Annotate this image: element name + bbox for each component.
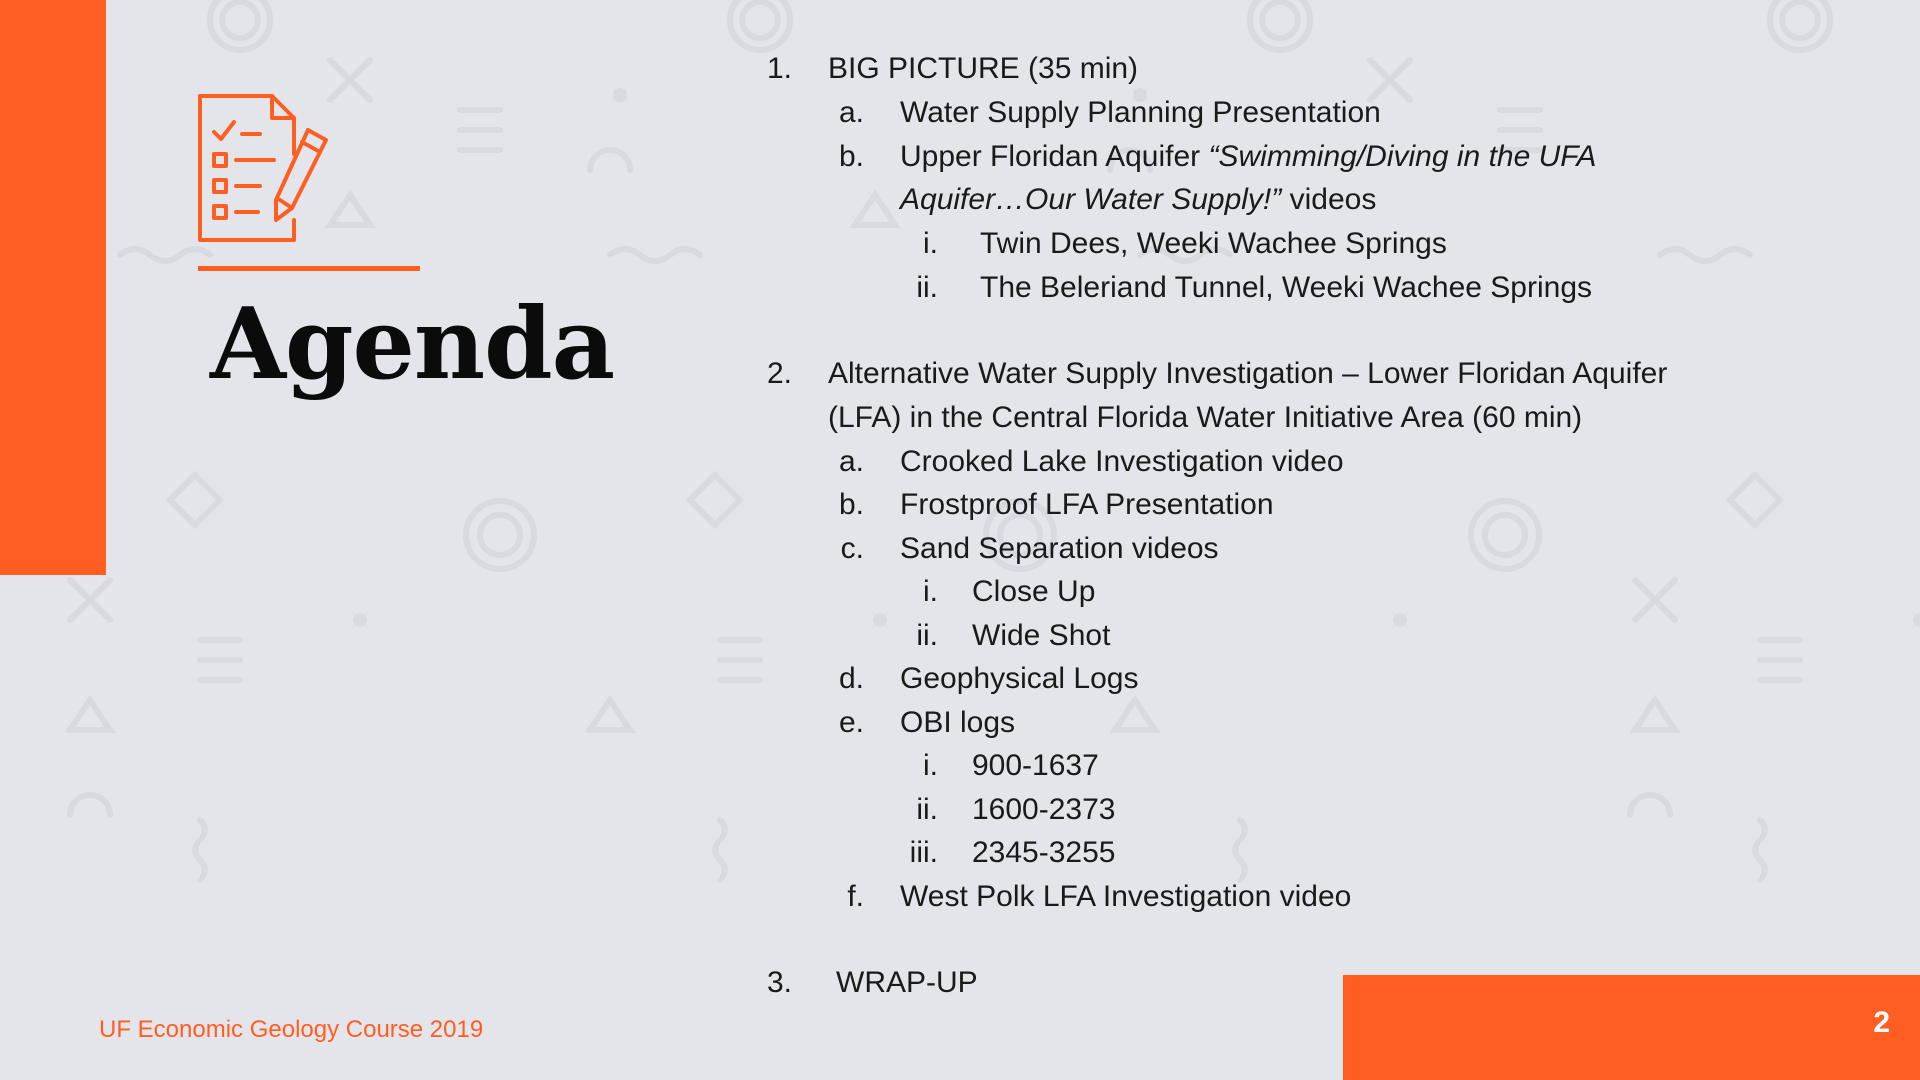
agenda-subsubitem-text: Close Up — [972, 575, 1096, 608]
agenda-subitem-text: Water Supply Planning Presentation — [900, 96, 1381, 129]
agenda-subsubitem-text: 900-1637 — [972, 749, 1099, 782]
agenda-subsubitem-numeral: ii. — [916, 793, 938, 826]
agenda-subitem-text-italic: Aquifer…Our Water Supply!” — [900, 183, 1282, 216]
footer-text: UF Economic Geology Course 2019 — [99, 1016, 484, 1043]
agenda-subsubitem-numeral: iii. — [909, 836, 938, 869]
agenda-subsubitem-text: 1600-2373 — [972, 793, 1116, 826]
agenda-subsubitem-numeral: i. — [923, 749, 938, 782]
agenda-subitem-text — [900, 178, 1376, 222]
agenda-item-text: Alternative Water Supply Investigation – Lower Floridan Aquifer — [828, 357, 1668, 390]
agenda-subsubitem-numeral: i. — [923, 575, 938, 608]
agenda-subitem-text: West Polk LFA Investigation video — [900, 880, 1352, 913]
agenda-subitem-letter: f. — [847, 880, 864, 913]
agenda-subitem-text-plain: videos — [1281, 183, 1377, 216]
agenda-subitem-letter: b. — [838, 488, 864, 521]
page-number: 2 — [1873, 1006, 1890, 1039]
agenda-subsubitem-numeral: i. — [923, 227, 938, 260]
agenda-item-text: BIG PICTURE (35 min) — [828, 52, 1139, 85]
agenda-subitem-text: OBI logs — [900, 706, 1016, 739]
agenda-item-number: 1. — [766, 52, 792, 85]
page-title: Agenda — [210, 287, 615, 402]
agenda-subitem-text: Geophysical Logs — [900, 662, 1139, 695]
agenda-item-text: (LFA) in the Central Florida Water Initiative Area (60 min) — [828, 401, 1583, 434]
agenda-subsubitem-text: 2345-3255 — [972, 836, 1116, 869]
agenda-subitem-text: Crooked Lake Investigation video — [900, 445, 1344, 478]
agenda-subsubitem-text: The Beleriand Tunnel, Weeki Wachee Springs — [980, 271, 1592, 304]
agenda-item-number: 2. — [766, 357, 792, 390]
agenda-subsubitem-numeral: ii. — [916, 619, 938, 652]
agenda-subitem-text — [900, 135, 1596, 179]
agenda-subitem-letter: d. — [838, 662, 864, 695]
agenda-item-text: WRAP-UP — [836, 966, 978, 999]
agenda-subsubitem-text: Twin Dees, Weeki Wachee Springs — [980, 227, 1447, 260]
agenda-item-number: 3. — [766, 966, 792, 999]
agenda-subitem-letter: e. — [838, 706, 864, 739]
agenda-subitem-text-plain: Upper Floridan Aquifer — [900, 140, 1209, 173]
agenda-subitem-text-italic: “Swimming/Diving in the UFA — [1208, 140, 1597, 173]
agenda-subitem-letter: a. — [838, 96, 864, 129]
agenda-subitem-letter: b. — [838, 140, 864, 173]
agenda-subsubitem-numeral: ii. — [916, 271, 938, 304]
agenda-subitem-text: Frostproof LFA Presentation — [900, 488, 1274, 521]
agenda-subitem-text: Sand Separation videos — [900, 532, 1219, 565]
agenda-subsubitem-text: Wide Shot — [972, 619, 1111, 652]
agenda-subitem-letter: c. — [840, 532, 864, 565]
agenda-subitem-letter: a. — [838, 445, 864, 478]
